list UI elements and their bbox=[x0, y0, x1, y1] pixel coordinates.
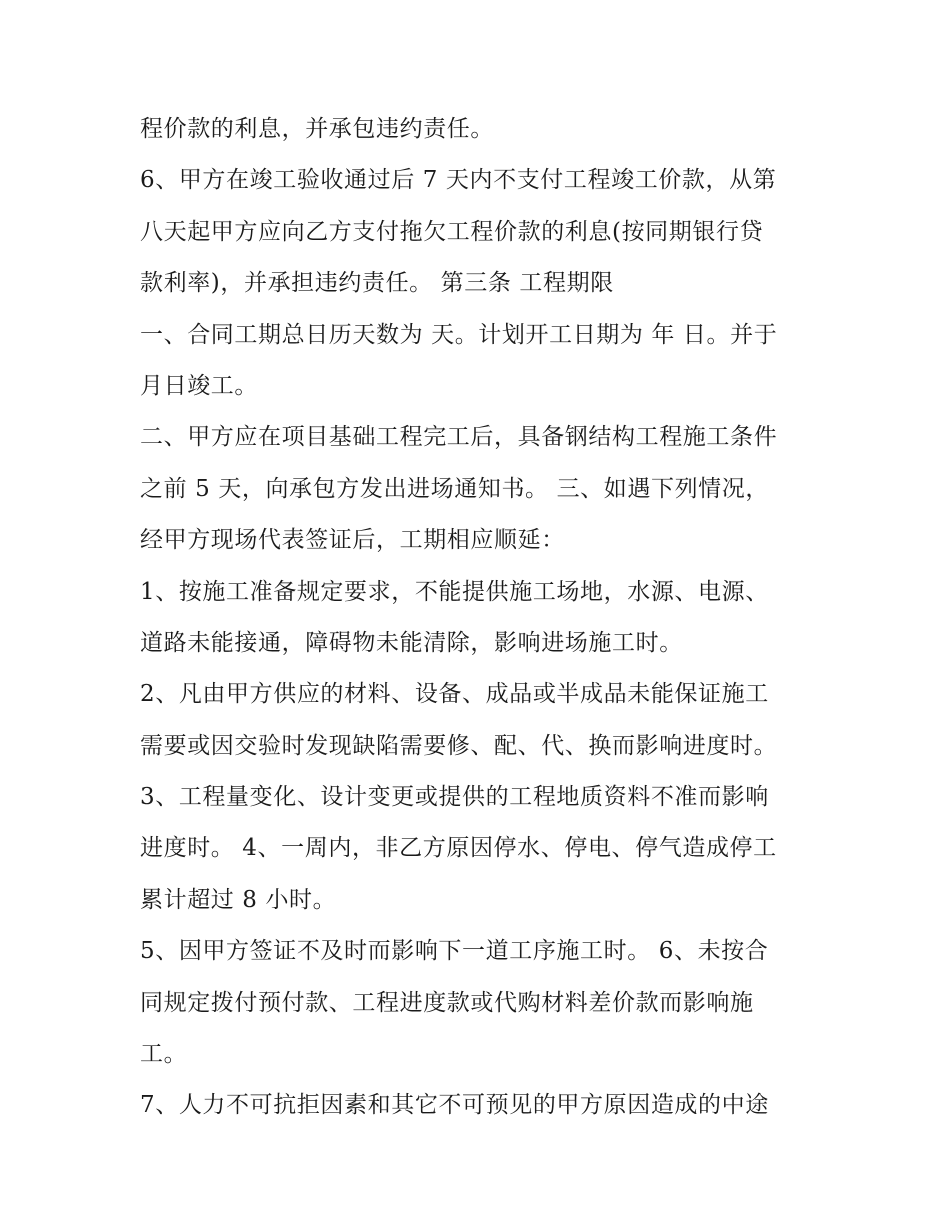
text-line: 二、甲方应在项目基础工程完工后，具备钢结构工程施工条件 bbox=[140, 424, 778, 451]
text-line: 月日竣工。 bbox=[140, 372, 258, 399]
text-line: 工。 bbox=[140, 1041, 188, 1068]
text-line: 需要或因交验时发现缺陷需要修、配、代、换而影响进度时。 bbox=[140, 732, 778, 759]
text-line: 2、凡由甲方供应的材料、设备、成品或半成品未能保证施工 bbox=[140, 681, 769, 708]
text-line: 进度时。 4、一周内，非乙方原因停水、停电、停气造成停工 bbox=[140, 835, 777, 862]
text-line: 7、人力不可抗拒因素和其它不可预见的甲方原因造成的中途 bbox=[140, 1092, 769, 1119]
text-line: 道路未能接通，障碍物未能清除，影响进场施工时。 bbox=[140, 629, 683, 656]
text-line: 八天起甲方应向乙方支付拖欠工程价款的利息(按同期银行贷 bbox=[140, 218, 764, 245]
text-line: 累计超过 8 小时。 bbox=[140, 886, 337, 913]
text-line: 6、甲方在竣工验收通过后 7 天内不支付工程竣工价款，从第 bbox=[140, 167, 777, 194]
document-body bbox=[140, 104, 820, 1132]
text-line: 一、合同工期总日历天数为 天。计划开工日期为 年 日。并于 bbox=[140, 321, 778, 348]
text-line: 之前 5 天，向承包方发出进场通知书。 三、如遇下列情况， bbox=[140, 475, 769, 502]
text-line: 款利率)，并承担违约责任。 第三条 工程期限 bbox=[140, 270, 614, 297]
text-line: 3、工程量变化、设计变更或提供的工程地质资料不准而影响 bbox=[140, 784, 769, 811]
text-line: 1、按施工准备规定要求，不能提供施工场地，水源、电源、 bbox=[140, 578, 769, 605]
text-line: 5、因甲方签证不及时而影响下一道工序施工时。 6、未按合 bbox=[140, 938, 769, 965]
text-line: 经甲方现场代表签证后，工期相应顺延： bbox=[140, 527, 565, 554]
text-line: 程价款的利息，并承包违约责任。 bbox=[140, 116, 494, 142]
text-line: 同规定拨付预付款、工程进度款或代购材料差价款而影响施 bbox=[140, 989, 754, 1016]
